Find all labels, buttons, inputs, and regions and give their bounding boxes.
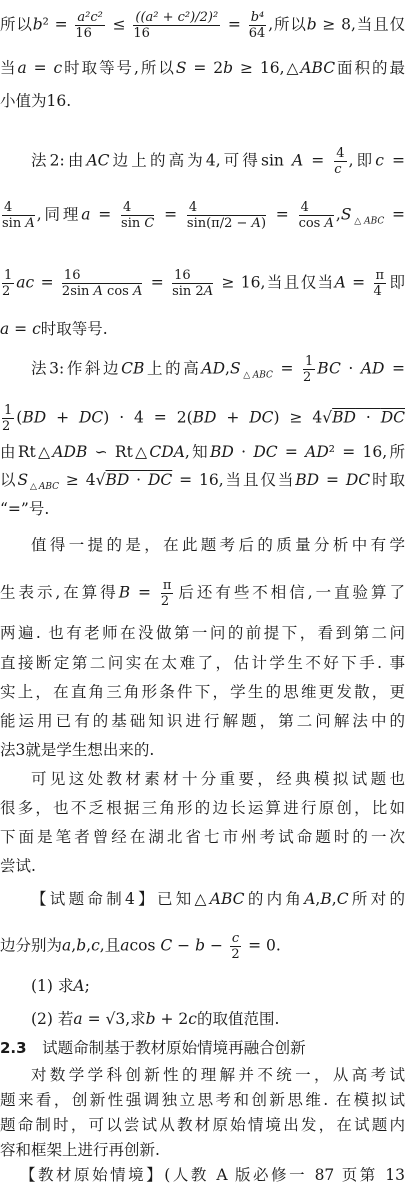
text-line-29: 对数学学科创新性的理解并不统一，从高考试 <box>31 1066 405 1084</box>
text-line-19: 法3就是学生想出来的. <box>0 741 155 759</box>
text-line-25: 边分别为a,b,c,且acos C − b − $\frac{c}{2}$ = 0. <box>0 931 281 962</box>
text-line-1: 所以b² = $\frac{\text{a²c²}}{16}$ ≤ $\frac{\text{((a² + c²)/2)²}}{16}$ = $\frac{\text{b⁴}}{64}$ ,所以b ≥ 8,当且仅 <box>0 10 405 41</box>
text-line-14: 生表示,在算得B = $\frac{\pi}{2}$ 后还有些不相信,一直验算了 <box>0 578 405 609</box>
text-line-10: 由Rt△ADB ∽ Rt△CDA,知BD · DC = AD² = 16,所 <box>0 443 405 461</box>
text-line-20: 可见这处教材素材十分重要，经典模拟试题也 <box>31 770 405 788</box>
text-line-6: $\frac{1}{2}$ ac = $\frac{16}{\text{2sin A cos A}}$ = $\frac{16}{\sin 2A}$ ≥ 16,当且仅当A = $\frac{\pi}{4}$ 即 <box>2 268 405 299</box>
text-line-23: 尝试. <box>0 857 36 875</box>
text-line-15: 两遍. 也有老师在没做第一问的前提下，看到第二问 <box>0 624 405 642</box>
text-line-4: 法2:由AC边上的高为4,可得sin A = $\frac{4}{c}$ ,即c = <box>31 146 405 177</box>
text-line-26: (1) 求A; <box>31 977 90 995</box>
text-line-3: 小值为16. <box>0 92 72 110</box>
text-line-13: 值得一提的是，在此题考后的质量分析中有学 <box>31 536 405 554</box>
text-line-16: 直接断定第二问实在太难了，估计学生不好下手. 事 <box>0 654 405 672</box>
text-line-7: a = c时取等号. <box>0 320 108 338</box>
text-line-32: 容和框架上进行再创新. <box>0 1141 160 1159</box>
text-line-18: 能运用已有的基础知识进行解题，第二问解法中的 <box>0 712 405 730</box>
text-line-30: 题来看，创新性强调独立思考和创新思维. 在模拟试 <box>0 1091 405 1109</box>
text-line-11: 以$S_{\triangle ABC} \ge 4√BD$ · DC = 16,当且仅当BD = DC时取 <box>0 471 405 493</box>
text-line-33: 【教材原始情境】(人教 A 版必修一 87 页第 13 <box>20 1166 405 1184</box>
text-line-9: $\frac{1}{2}$ (BD + DC) · 4 = 2(BD + DC) ≥ 4√BD · DC <box>2 403 405 434</box>
text-line-2: 当a = c时取等号,所以S = 2b ≥ 16,△ABC面积的最 <box>0 59 405 77</box>
text-line-22: 下面是笔者曾经在湖北省七市州考试命题时的一次 <box>0 828 405 846</box>
text-line-24: 【试题命制4】已知△ABC的内角A,B,C所对的 <box>31 890 405 908</box>
text-line-31: 题命制时，可以尝试从教材原始情境出发，在试题内 <box>0 1116 405 1134</box>
text-line-8: 法3:作斜边CB上的高$AD,S_{\triangle ABC}$ = $\frac{1}{2}$ BC · AD = <box>31 354 405 385</box>
text-line-5: $\frac{4}{\text{sin A}}$ ,同理a = $\frac{4}{\text{sin C}}$ = $\frac{4}{\sin(\pi/2 - A)}$ = $\frac{4}{\text{cos A}}$ $,S_{\triangle ABC}$ = <box>2 200 405 231</box>
section-heading-2-3: 2.3 试题命制基于教材原始情境再融合创新 <box>0 1039 306 1057</box>
text-line-21: 很多，也不乏根据三角形的边长运算进行原创，比如 <box>0 799 405 817</box>
text-line-17: 实上，在直角三角形条件下，学生的思维更发散，更 <box>0 683 405 701</box>
text-line-27: (2) 若a = √3,求b + 2c的取值范围. <box>31 1010 280 1028</box>
text-line-12: “=”号. <box>0 500 50 518</box>
